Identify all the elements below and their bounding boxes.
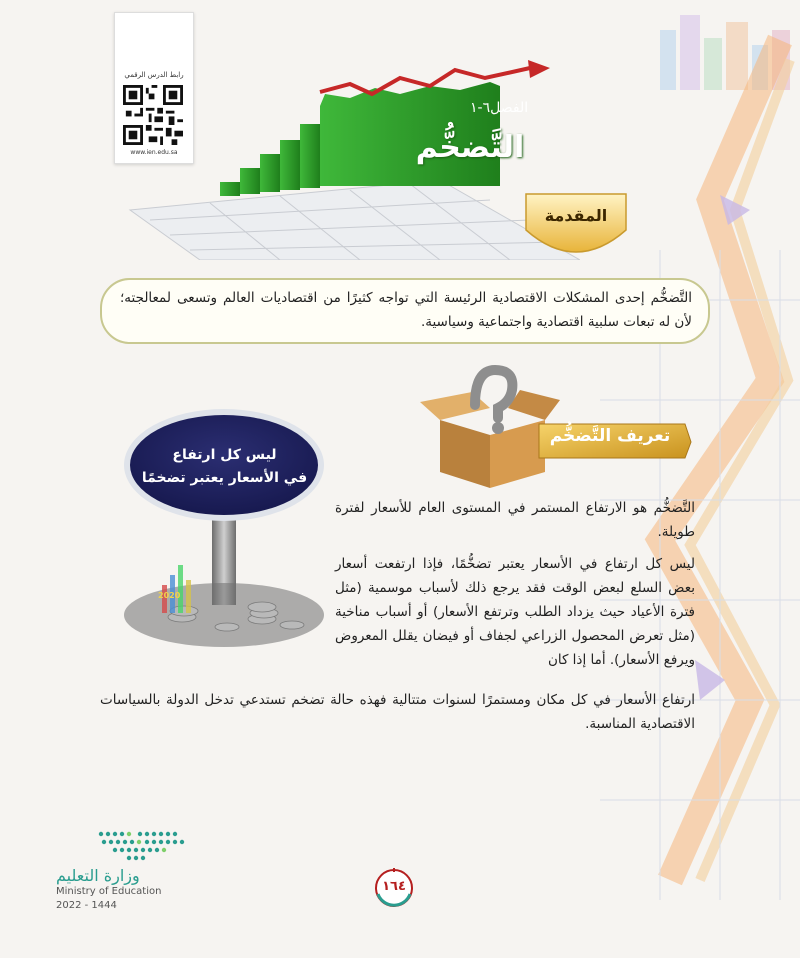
sign-text-line-1: ليس كل ارتفاع — [172, 447, 277, 463]
chapter-title: التَّضخُّم — [415, 130, 525, 165]
decorative-zigzag — [600, 0, 800, 958]
definition-paragraph-3: ارتفاع الأسعار في كل مكان ومستمرًا لسنوات متتالية فهذه حالة تضخم تستدعي تدخل الدولة بالسياسات الاقتصادية المناسبة. — [100, 692, 695, 732]
price-sign-illustration — [122, 405, 327, 650]
ministry-name-english: Ministry of Education — [56, 886, 162, 897]
chapter-label: الفصل٦-١ — [470, 100, 529, 116]
sign-text-line-2: في الأسعار يعتبر تضخمًا — [141, 470, 308, 486]
intro-text: التَّضخُّم إحدى المشكلات الاقتصادية الرئيسة التي تواجه كثيرًا من اقتصاديات العالم وتسعى لمعالجته؛ لأن له تبعات سلبية اقتصادية واجتماعية وسياسية. — [120, 290, 692, 330]
ministry-logo-icon — [95, 828, 185, 864]
intro-badge-shape — [520, 188, 632, 264]
qr-title: رابط الدرس الرقمي — [124, 71, 184, 79]
sign-year: 2020 — [158, 591, 181, 600]
intro-heading: المقدمة — [544, 206, 608, 225]
qr-url[interactable]: www.ien.edu.sa — [130, 149, 178, 156]
definition-heading: تعريف التَّضخُّم — [549, 426, 671, 446]
definition-paragraph-1: التَّضخُّم هو الارتفاع المستمر في المستوى العام للأسعار لفترة طويلة. — [335, 500, 695, 540]
ministry-name-arabic: وزارة التعليم — [56, 866, 140, 885]
ministry-year: 2022 - 1444 — [56, 900, 117, 911]
definition-paragraph-2: ليس كل ارتفاع في الأسعار يعتبر تضخُّمًا، فإذا ارتفعت أسعار بعض السلع لبعض الوقت فقد يرجع ذلك لأسباب موسمية (مثل فترة الأعياد حيث يزداد الطلب وترتفع الأسعار) أو أسباب مناخية (مثل تعرض المحصول الزراعي لجفاف أو فيضان يقلل المعروض ويرفع الأسعار). أما إذا كان — [335, 556, 695, 668]
page-number: ١٦٤ — [382, 879, 406, 894]
